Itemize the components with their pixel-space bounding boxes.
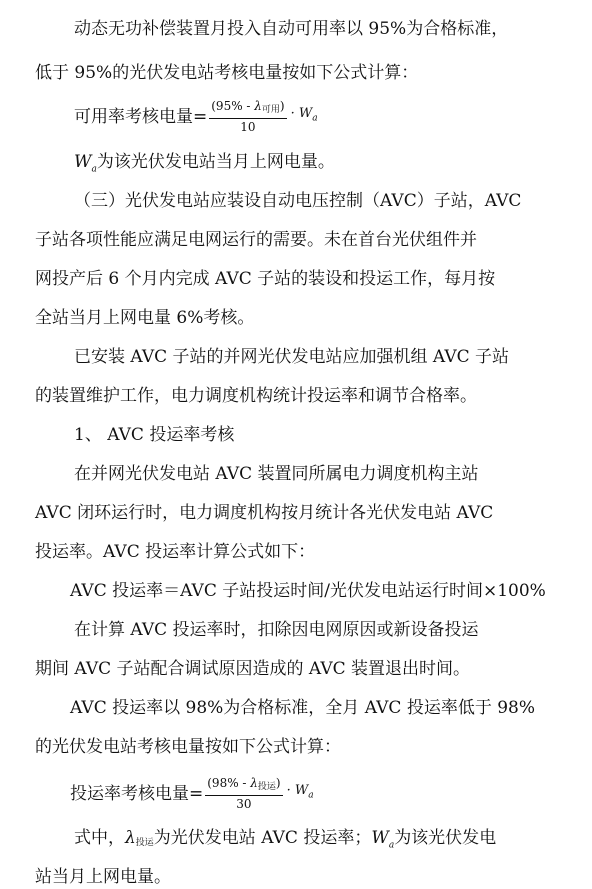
formula-avc-rate: AVC 投运率＝AVC 子站投运时间/光伏发电站运行时间×100% — [70, 581, 546, 601]
paragraph-line: 子站各项性能应满足电网运行的需要。未在首台光伏组件并 — [35, 230, 477, 250]
paragraph-line: 的光伏发电站考核电量按如下公式计算： — [35, 737, 341, 757]
formula-availability-assessment — [74, 98, 318, 135]
wa-symbol: $W_a$ — [74, 152, 97, 175]
section-heading: 1、 AVC 投运率考核 — [74, 425, 235, 445]
paragraph-line: 全站当月上网电量 6%考核。 — [35, 308, 255, 328]
paragraph-line: 式中，$\lambda_{投运}$为光伏发电站 AVC 投运率；$W_a$为该光伏发电 — [74, 828, 497, 851]
paragraph-line: 网投产后 6 个月内完成 AVC 子站的装设和投运工作，每月按 — [35, 269, 496, 289]
lambda-symbol: λ — [125, 828, 136, 848]
fraction-numerator: $(98\% - \lambda_{投运})$ — [205, 775, 282, 796]
formula-avc-assessment — [70, 775, 314, 812]
paragraph-line: $W_a$为该光伏发电站当月上网电量。 — [74, 152, 335, 175]
formula-label: 投运率考核电量= — [70, 783, 204, 804]
wa-symbol: $W_a$ — [371, 828, 395, 851]
fraction — [205, 775, 282, 812]
paragraph-line: 已安装 AVC 子站的并网光伏发电站应加强机组 AVC 子站 — [74, 347, 510, 367]
fraction-denominator: 30 — [236, 797, 252, 811]
paragraph-line: 动态无功补偿装置月投入自动可用率以 95%为合格标准， — [74, 19, 509, 39]
paragraph-line: （三）光伏发电站应装设自动电压控制（AVC）子站，AVC — [74, 191, 522, 211]
paragraph-line: 期间 AVC 子站配合调试原因造成的 AVC 装置退出时间。 — [35, 659, 471, 679]
paragraph-line: 的装置维护工作，电力调度机构统计投运率和调节合格率。 — [35, 386, 477, 406]
formula-label: 可用率考核电量= — [74, 106, 208, 127]
paragraph-line: 投运率。AVC 投运率计算公式如下： — [35, 542, 316, 562]
fraction-denominator: 10 — [240, 120, 256, 134]
fraction-numerator: $(95\% - \lambda_{可用})$ — [209, 98, 286, 119]
paragraph-line: 站当月上网电量。 — [35, 867, 171, 887]
paragraph-line: AVC 投运率以 98%为合格标准，全月 AVC 投运率低于 98% — [70, 698, 536, 718]
paragraph-line: 在并网光伏发电站 AVC 装置同所属电力调度机构主站 — [74, 464, 479, 484]
formula-tail: · $W_a$ — [286, 783, 314, 801]
fraction — [209, 98, 286, 135]
paragraph-line: AVC 闭环运行时，电力调度机构按月统计各光伏发电站 AVC — [35, 503, 494, 523]
paragraph-line: 低于 95%的光伏发电站考核电量按如下公式计算： — [35, 63, 419, 83]
formula-tail: · $W_a$ — [290, 106, 318, 124]
paragraph-line: 在计算 AVC 投运率时，扣除因电网原因或新设备投运 — [74, 620, 479, 640]
